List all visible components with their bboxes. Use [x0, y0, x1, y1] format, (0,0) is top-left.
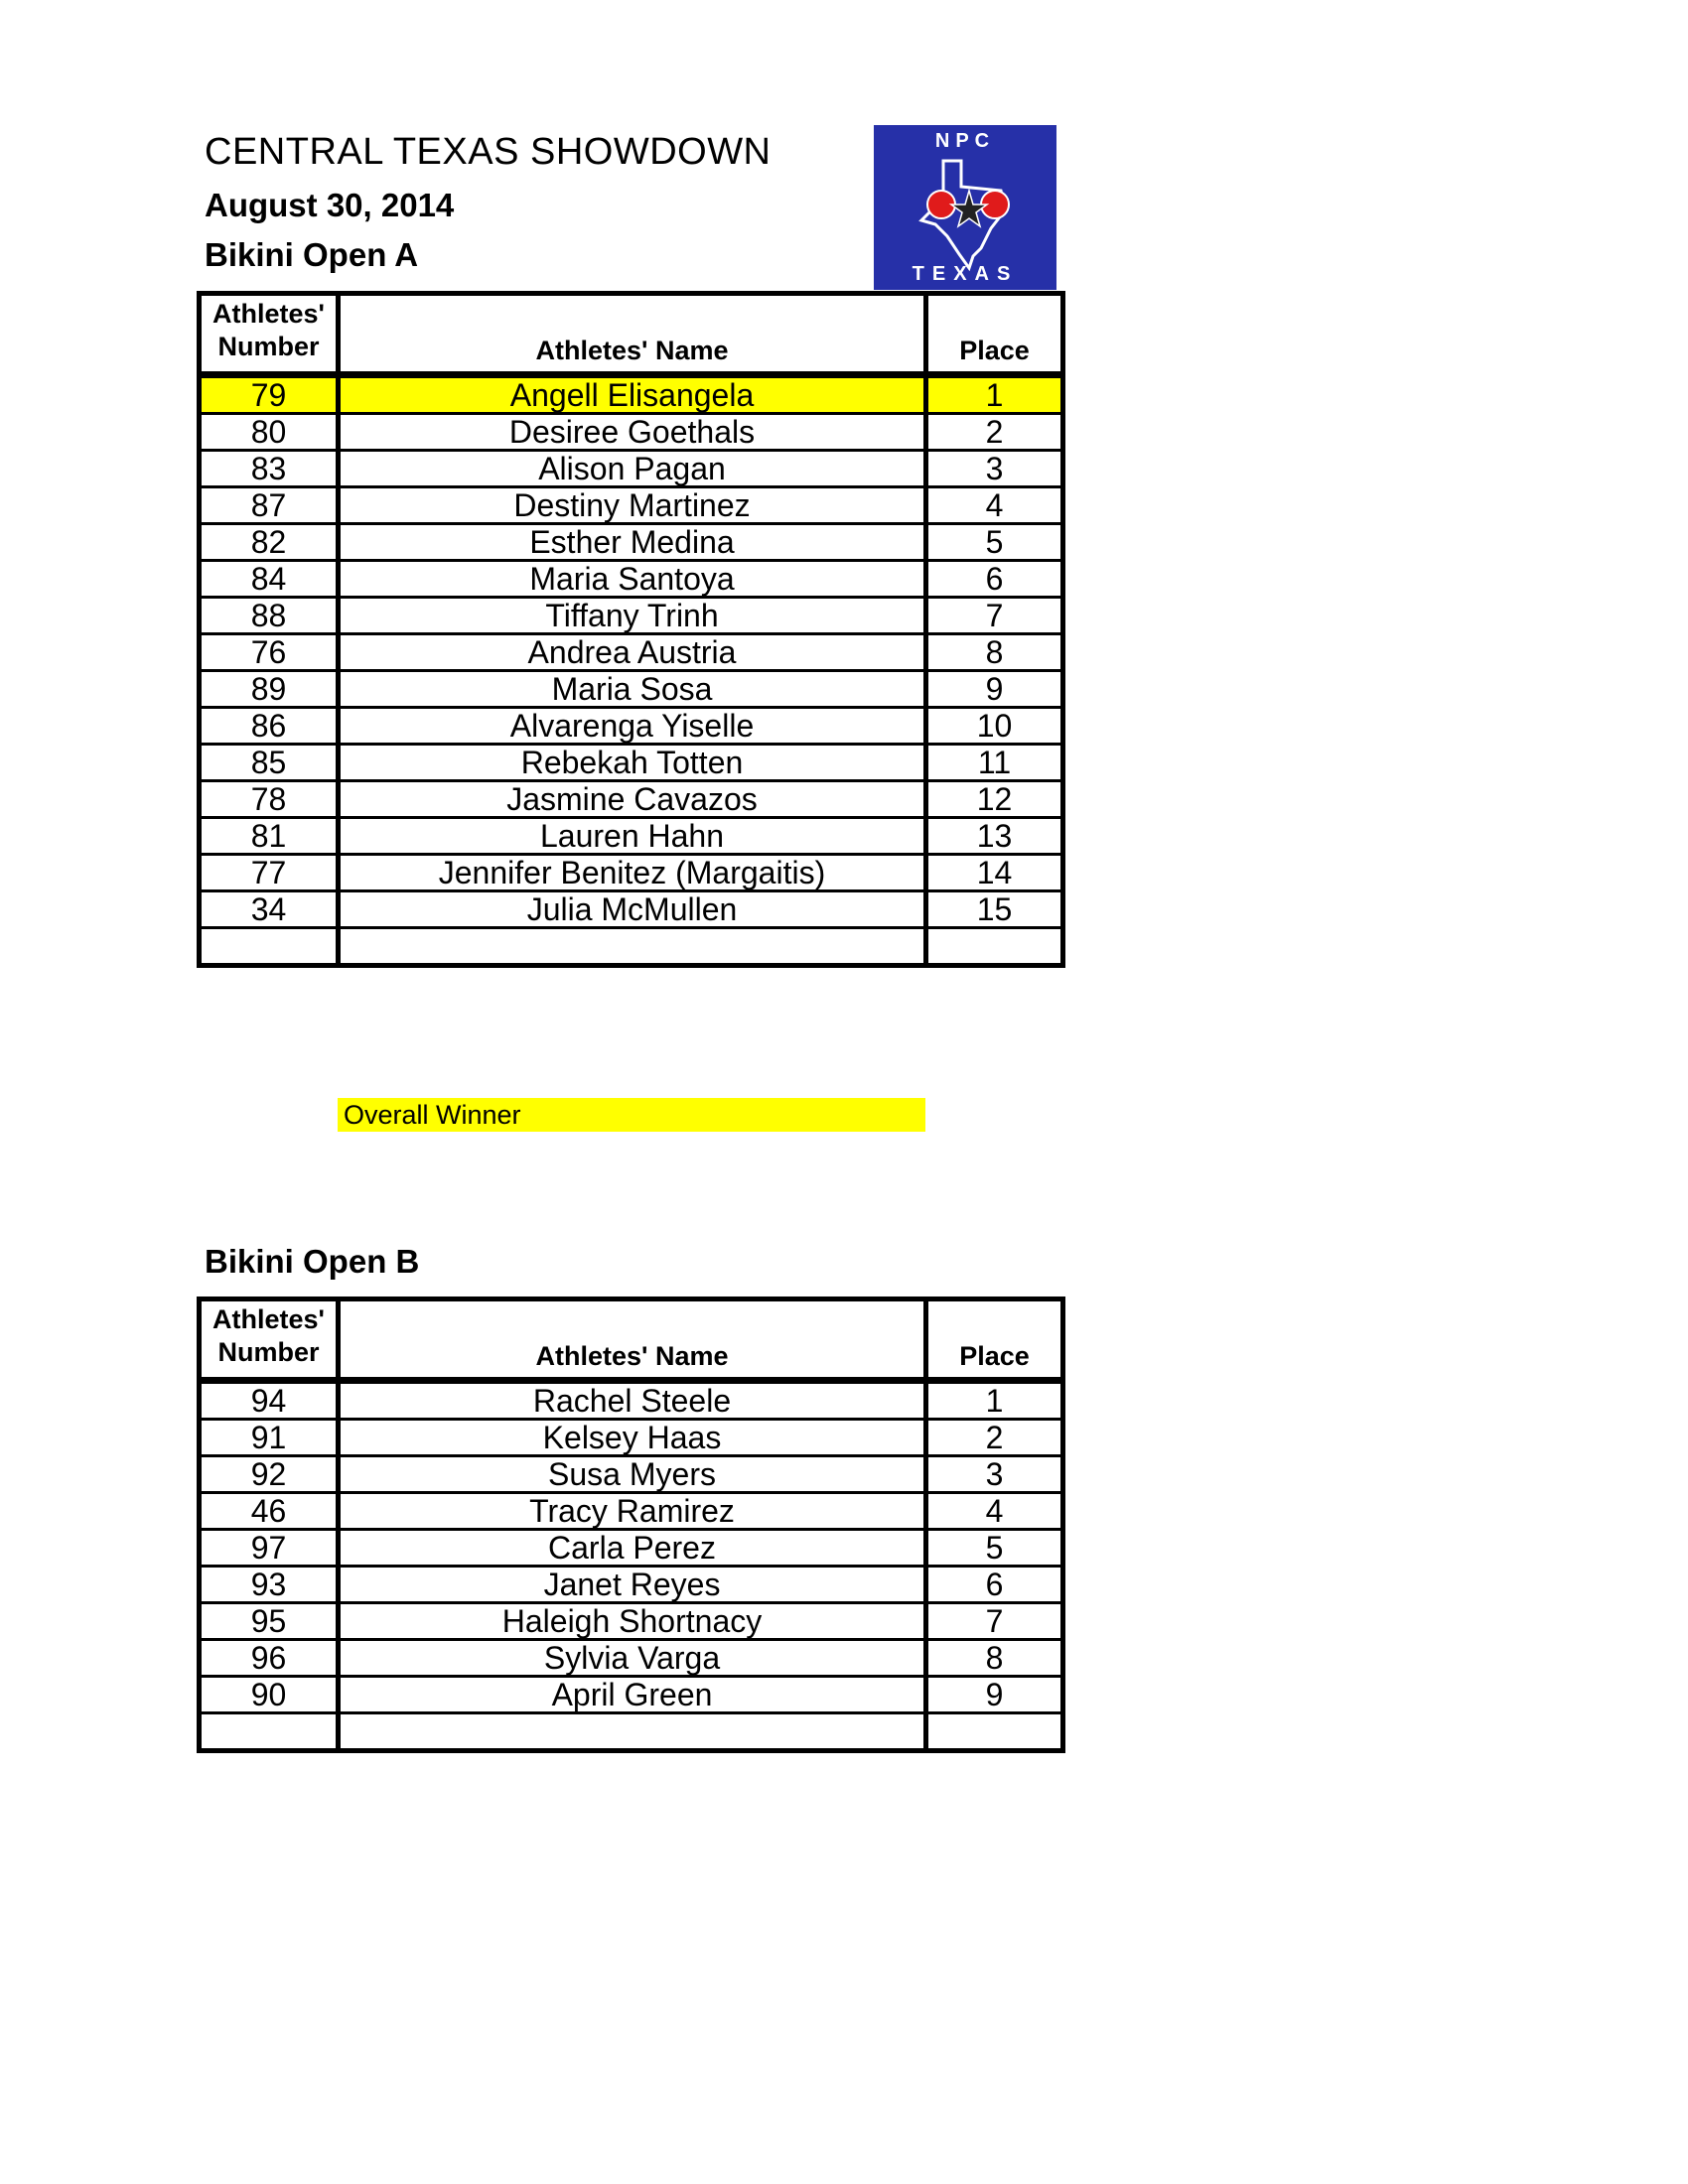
event-title: CENTRAL TEXAS SHOWDOWN [205, 131, 772, 173]
athlete-number-cell: 84 [200, 561, 339, 598]
athlete-number-header-line2: Number [217, 1337, 320, 1367]
table-row [200, 1530, 1063, 1567]
section-a-title: Bikini Open A [205, 236, 419, 273]
athlete-number-cell: 94 [200, 1381, 339, 1420]
place-cell: 11 [926, 745, 1063, 781]
place-cell: 5 [926, 1530, 1063, 1567]
table-row [200, 1420, 1063, 1456]
athlete-number-cell: 88 [200, 598, 339, 634]
table-row [200, 745, 1063, 781]
table-row [200, 1677, 1063, 1713]
athlete-number-cell: 86 [200, 708, 339, 745]
athlete-name-cell: April Green [339, 1677, 926, 1713]
athlete-number-cell: 46 [200, 1493, 339, 1530]
athlete-number-cell [200, 1713, 339, 1751]
table-row [200, 414, 1063, 451]
section-b-title: Bikini Open B [205, 1243, 420, 1280]
place-cell: 6 [926, 1567, 1063, 1603]
athlete-name-cell: Haleigh Shortnacy [339, 1603, 926, 1640]
place-cell: 2 [926, 414, 1063, 451]
table-row [200, 1493, 1063, 1530]
table-row [200, 1381, 1063, 1420]
place-cell: 13 [926, 818, 1063, 855]
athlete-number-cell: 85 [200, 745, 339, 781]
table-row [200, 524, 1063, 561]
place-cell: 8 [926, 1640, 1063, 1677]
place-cell: 9 [926, 671, 1063, 708]
athlete-name-cell: Tiffany Trinh [339, 598, 926, 634]
athlete-number-cell: 97 [200, 1530, 339, 1567]
place-cell: 4 [926, 487, 1063, 524]
table-row [200, 561, 1063, 598]
place-cell: 10 [926, 708, 1063, 745]
bikini-open-a-table [197, 291, 1065, 968]
athlete-name-cell: Susa Myers [339, 1456, 926, 1493]
athlete-name-cell: Lauren Hahn [339, 818, 926, 855]
athlete-name-cell: Esther Medina [339, 524, 926, 561]
athlete-name-cell: Julia McMullen [339, 891, 926, 928]
place-cell: 7 [926, 598, 1063, 634]
athlete-name-cell: Jasmine Cavazos [339, 781, 926, 818]
athlete-number-cell: 34 [200, 891, 339, 928]
athlete-number-cell: 77 [200, 855, 339, 891]
table-row [200, 634, 1063, 671]
place-cell: 1 [926, 1381, 1063, 1420]
table-row [200, 855, 1063, 891]
athlete-name-cell: Kelsey Haas [339, 1420, 926, 1456]
place-cell [926, 928, 1063, 966]
place-cell: 3 [926, 451, 1063, 487]
place-cell: 9 [926, 1677, 1063, 1713]
table-row [200, 671, 1063, 708]
table-row [200, 487, 1063, 524]
table-row [200, 891, 1063, 928]
table-row [200, 1713, 1063, 1751]
table-row [200, 1640, 1063, 1677]
athlete-number-cell: 90 [200, 1677, 339, 1713]
table-row [200, 1456, 1063, 1493]
npc-texas-logo-graphic [874, 125, 1056, 290]
athlete-name-cell: Rebekah Totten [339, 745, 926, 781]
npc-texas-logo [874, 125, 1056, 290]
athlete-number-header [200, 294, 339, 375]
athlete-number-cell: 79 [200, 375, 339, 414]
table-row [200, 1567, 1063, 1603]
athlete-name-cell: Janet Reyes [339, 1567, 926, 1603]
place-cell: 14 [926, 855, 1063, 891]
athlete-name-cell [339, 1713, 926, 1751]
table-row [200, 451, 1063, 487]
athlete-number-cell [200, 928, 339, 966]
table-row [200, 598, 1063, 634]
athlete-number-cell: 87 [200, 487, 339, 524]
place-header: Place [926, 294, 1063, 375]
place-cell: 3 [926, 1456, 1063, 1493]
place-cell: 7 [926, 1603, 1063, 1640]
table-row [200, 928, 1063, 966]
place-cell: 8 [926, 634, 1063, 671]
place-cell: 15 [926, 891, 1063, 928]
bikini-open-b-table [197, 1297, 1065, 1753]
event-date: August 30, 2014 [205, 187, 455, 223]
athlete-name-cell: Maria Santoya [339, 561, 926, 598]
athlete-name-cell: Andrea Austria [339, 634, 926, 671]
athlete-name-header: Athletes' Name [339, 294, 926, 375]
place-cell: 6 [926, 561, 1063, 598]
athlete-name-cell: Destiny Martinez [339, 487, 926, 524]
athlete-number-cell: 76 [200, 634, 339, 671]
athlete-number-cell: 78 [200, 781, 339, 818]
athlete-name-header: Athletes' Name [339, 1299, 926, 1381]
place-cell: 5 [926, 524, 1063, 561]
table-header-row [200, 1299, 1063, 1381]
table-row [200, 781, 1063, 818]
athlete-name-cell: Angell Elisangela [339, 375, 926, 414]
athlete-number-header-line2: Number [217, 332, 320, 361]
athlete-name-cell [339, 928, 926, 966]
logo-bottom-text: TEXAS [912, 263, 1019, 285]
athlete-name-cell: Rachel Steele [339, 1381, 926, 1420]
table-header-row [200, 294, 1063, 375]
athlete-number-cell: 96 [200, 1640, 339, 1677]
place-cell: 12 [926, 781, 1063, 818]
athlete-number-cell: 91 [200, 1420, 339, 1456]
logo-top-text: NPC [934, 130, 996, 152]
athlete-name-cell: Alison Pagan [339, 451, 926, 487]
athlete-number-header [200, 1299, 339, 1381]
athlete-number-header-line1: Athletes' [212, 299, 325, 329]
table-row [200, 375, 1063, 414]
athlete-number-cell: 92 [200, 1456, 339, 1493]
athlete-number-cell: 81 [200, 818, 339, 855]
athlete-number-header-line1: Athletes' [212, 1304, 325, 1334]
athlete-number-cell: 95 [200, 1603, 339, 1640]
table-row [200, 708, 1063, 745]
place-header: Place [926, 1299, 1063, 1381]
table-row [200, 818, 1063, 855]
athlete-number-cell: 83 [200, 451, 339, 487]
place-cell: 1 [926, 375, 1063, 414]
overall-winner-legend: Overall Winner [338, 1098, 925, 1132]
athlete-number-cell: 80 [200, 414, 339, 451]
athlete-number-cell: 93 [200, 1567, 339, 1603]
athlete-number-cell: 89 [200, 671, 339, 708]
athlete-name-cell: Sylvia Varga [339, 1640, 926, 1677]
athlete-name-cell: Maria Sosa [339, 671, 926, 708]
place-cell: 2 [926, 1420, 1063, 1456]
athlete-name-cell: Alvarenga Yiselle [339, 708, 926, 745]
athlete-name-cell: Jennifer Benitez (Margaitis) [339, 855, 926, 891]
athlete-name-cell: Tracy Ramirez [339, 1493, 926, 1530]
athlete-name-cell: Carla Perez [339, 1530, 926, 1567]
athlete-name-cell: Desiree Goethals [339, 414, 926, 451]
place-cell [926, 1713, 1063, 1751]
place-cell: 4 [926, 1493, 1063, 1530]
table-row [200, 1603, 1063, 1640]
athlete-number-cell: 82 [200, 524, 339, 561]
